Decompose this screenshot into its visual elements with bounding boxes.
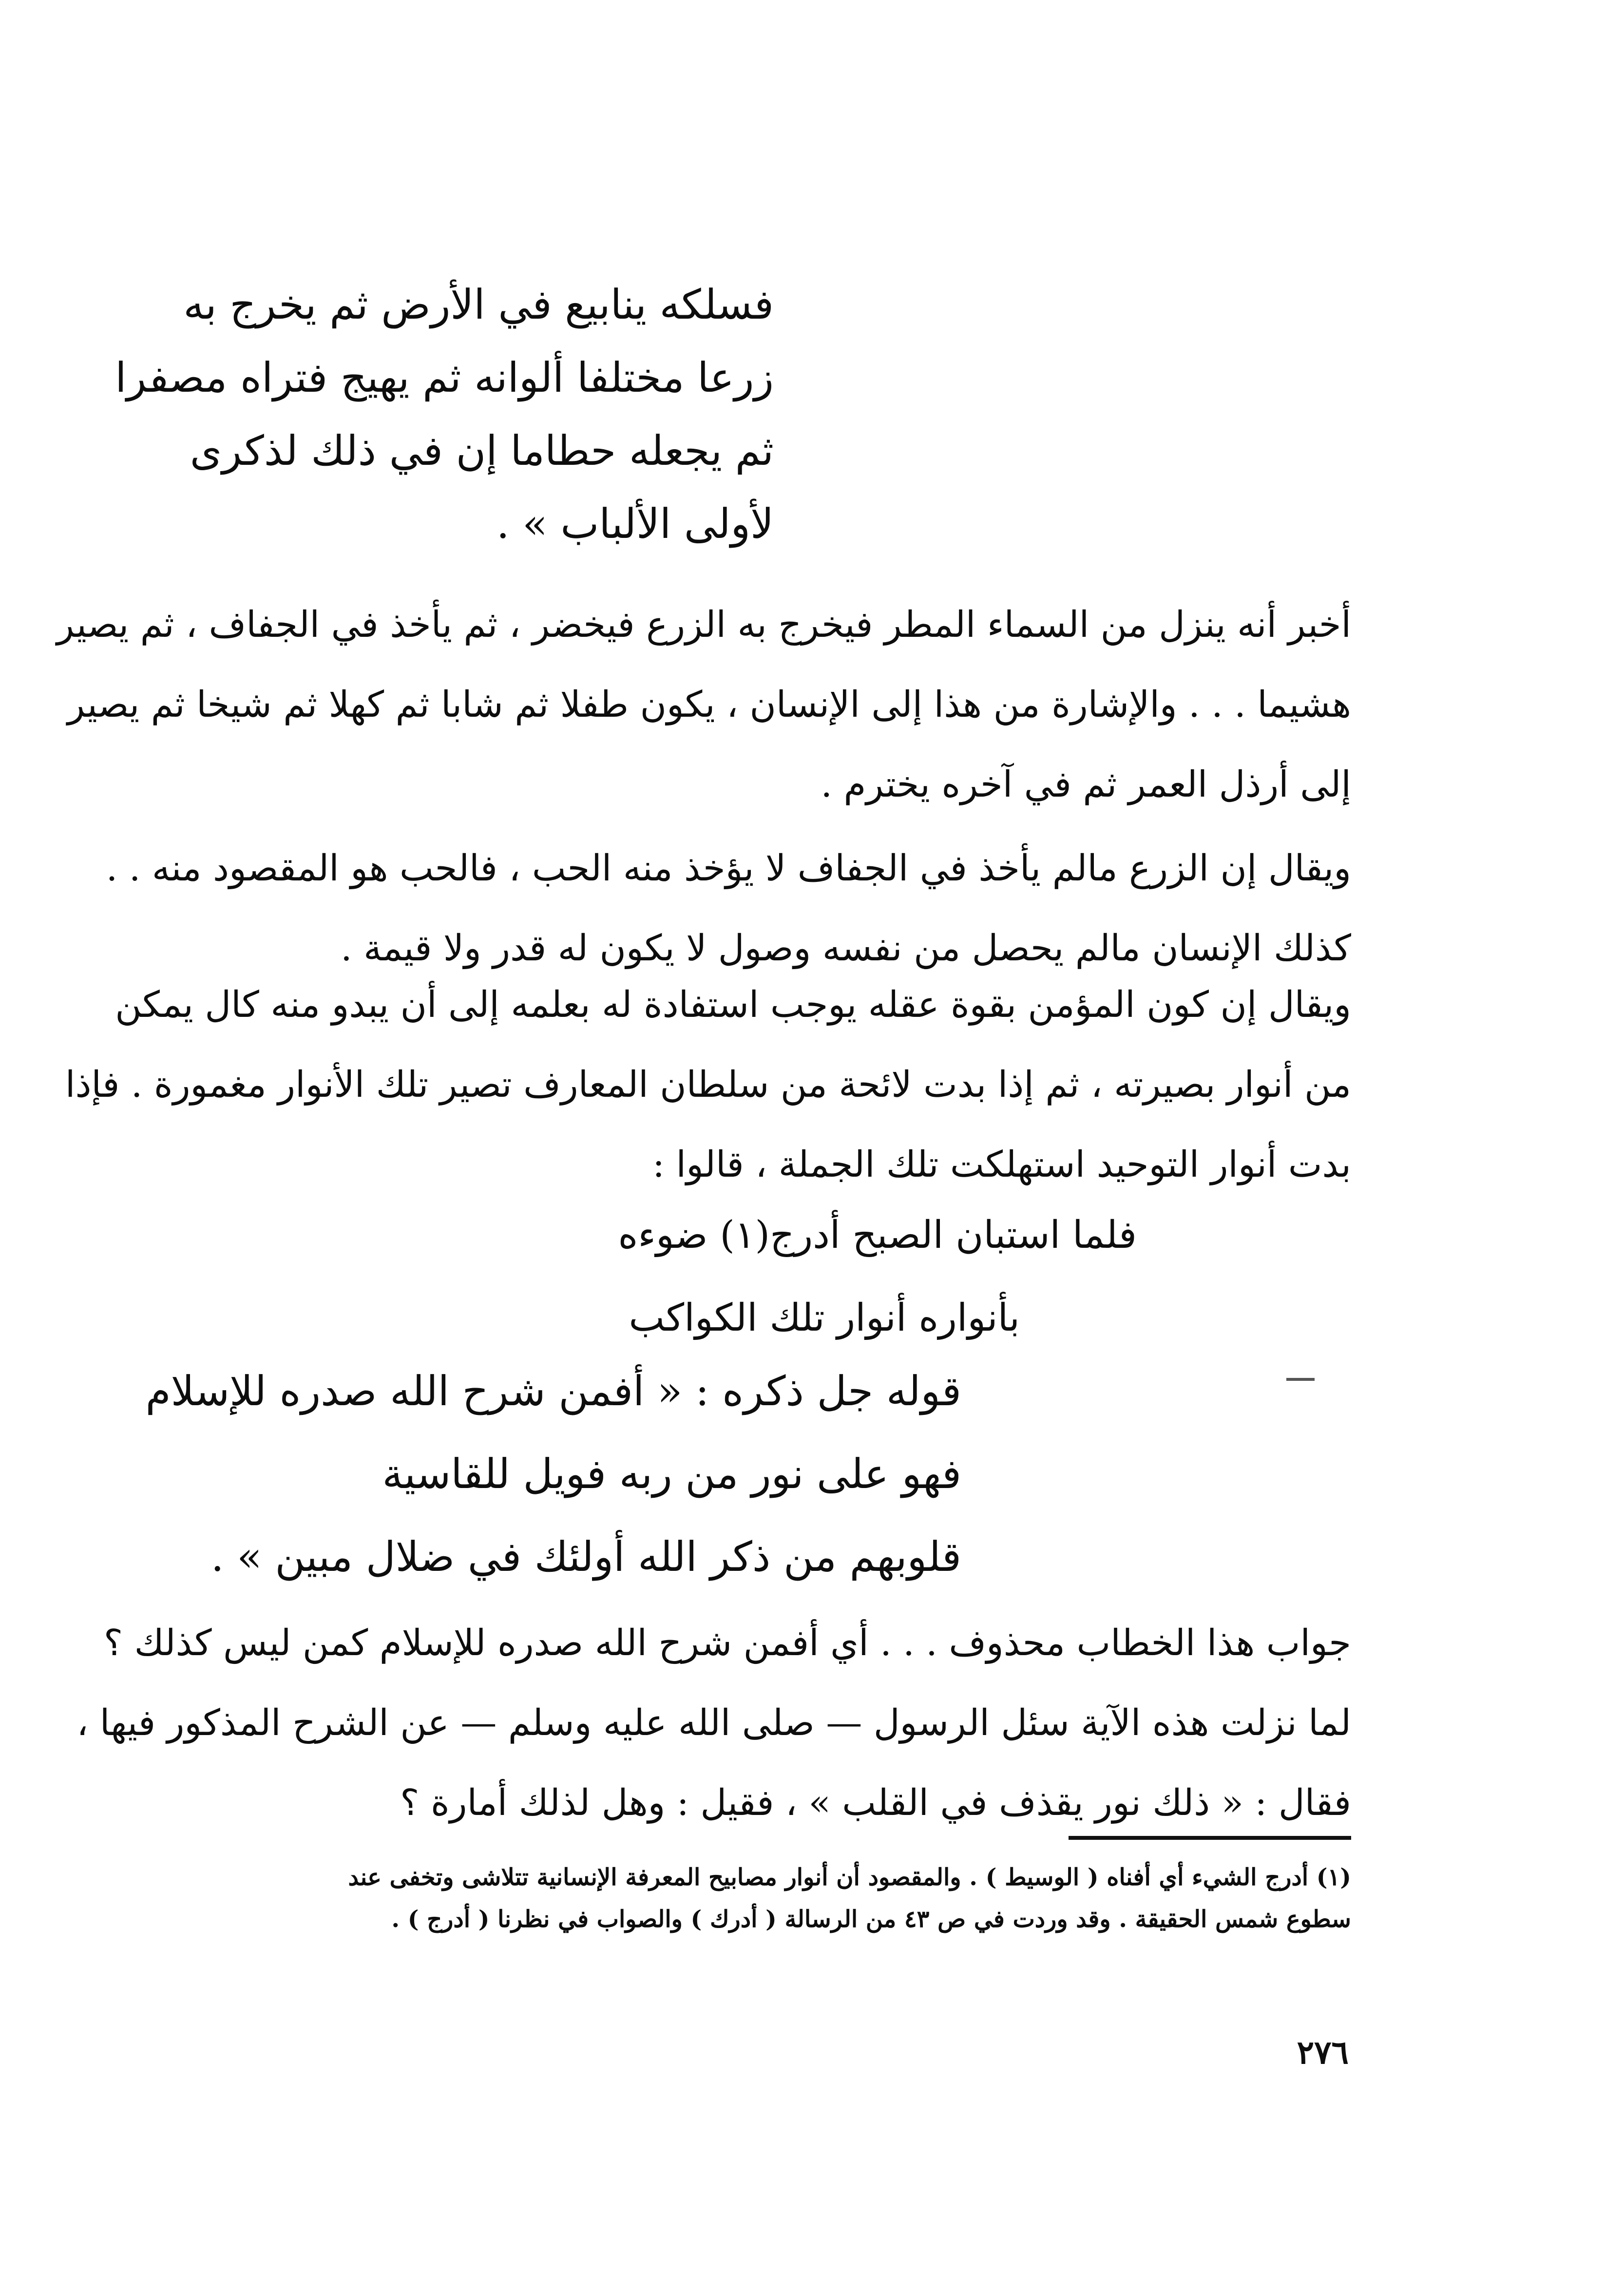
poem-line-1: فلما استبان الصبح أدرج(١) ضوءه <box>618 1213 1137 1257</box>
footnote-line: (١) أدرج الشيء أي أفناه ( الوسيط ) . والمقصود أن أنوار مصابيح المعرفة الإنسانية تتلاشى وتخفى عند <box>348 1864 1351 1891</box>
poem-line-2: بأنواره أنوار تلك الكواكب <box>629 1296 1020 1340</box>
verse-line: زرعا مختلفا ألوانه ثم يهيج فتراه مصفرا <box>115 354 774 401</box>
page-number: ٢٧٦ <box>1297 2033 1349 2071</box>
verse-line: فهو على نور من ربه فويل للقاسية <box>382 1450 961 1498</box>
paragraph-4 <box>76 1603 1351 1843</box>
text-line: لما نزلت هذه الآية سئل الرسول — صلى الله عليه وسلم — عن الشرح المذكور فيها ، <box>76 1702 1351 1744</box>
text-line: هشيما . . . والإشارة من هذا إلى الإنسان ، يكون طفلا ثم شابا ثم كهلا ثم شيخا ثم يصير <box>67 684 1351 725</box>
footnote-line: سطوع شمس الحقيقة . وقد وردت في ص ٤٣ من الرسالة ( أدرك ) والصواب في نظرنا ( أدرج ) . <box>391 1906 1351 1933</box>
verse-line: لأولى الألباب » . <box>496 500 774 548</box>
verse-line: ثم يجعله حطاما إن في ذلك لذكرى <box>190 427 774 475</box>
paragraph-2 <box>106 828 1351 988</box>
text-line: ويقال إن الزرع مالم يأخذ في الجفاف لا يؤخذ منه الحب ، فالحب هو المقصود منه . . <box>106 847 1351 889</box>
verse-line: قوله جل ذكره : « أفمن شرح الله صدره للإسلام <box>145 1367 961 1415</box>
footnote <box>279 1856 1351 1940</box>
paragraph-1 <box>57 585 1351 824</box>
text-line: فقال : « ذلك نور يقذف في القلب » ، فقيل : وهل لذلك أمارة ؟ <box>400 1782 1351 1824</box>
paragraph-3 <box>65 965 1351 1204</box>
text-line: جواب هذا الخطاب محذوف . . . أي أفمن شرح الله صدره للإسلام كمن ليس كذلك ؟ <box>103 1622 1351 1664</box>
verse-line: فسلكه ينابيع في الأرض ثم يخرج به <box>183 281 774 328</box>
footnote-divider <box>1069 1836 1351 1840</box>
text-line: ويقال إن كون المؤمن بقوة عقله يوجب استفادة له بعلمه إلى أن يبدو منه كال يمكن <box>115 984 1351 1026</box>
text-line: كذلك الإنسان مالم يحصل من نفسه وصول لا يكون له قدر ولا قيمة . <box>341 927 1351 969</box>
text-line: من أنوار بصيرته ، ثم إذا بدت لائحة من سلطان المعارف تصير تلك الأنوار مغمورة . فإذا <box>65 1064 1351 1106</box>
verse-line: قلوبهم من ذكر الله أولئك في ضلال مبين » . <box>210 1533 961 1581</box>
text-line: إلى أرذل العمر ثم في آخره يخترم . <box>821 764 1351 805</box>
margin-mark <box>1286 1378 1315 1381</box>
text-line: أخبر أنه ينزل من السماء المطر فيخرج به الزرع فيخضر ، ثم يأخذ في الجفاف ، ثم يصير <box>57 604 1351 646</box>
text-line: بدت أنوار التوحيد استهلكت تلك الجملة ، قالوا : <box>652 1144 1351 1185</box>
